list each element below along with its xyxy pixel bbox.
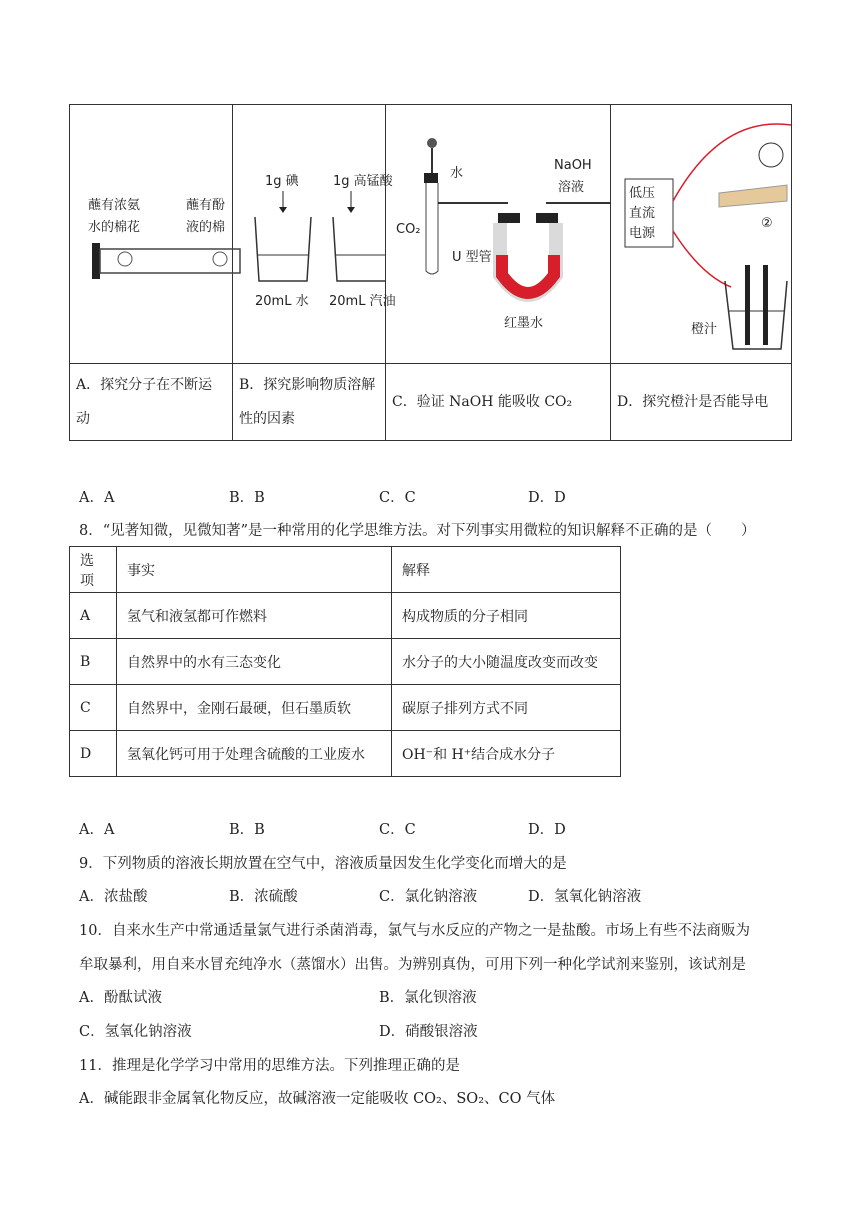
fig-c-label-2: NaOH (554, 158, 592, 173)
q7-option-a[interactable]: A．A (79, 490, 115, 506)
fig-d-label-2: 直流 (629, 206, 656, 221)
q10-option-a[interactable]: A．酚酞试液 (79, 990, 162, 1006)
q8-option-a[interactable]: A．A (79, 822, 115, 838)
fig-d-label-5: 橙汁 (691, 322, 718, 337)
q8-row-c-fact: 自然界中，金刚石最硬，但石墨质软 (117, 685, 392, 731)
caption-a: A．探究分子在不断运动 (70, 364, 233, 441)
fig-c-label-4: CO₂ (396, 222, 421, 237)
fig-a-label-3: 蘸有酚 (186, 198, 226, 213)
figure-d-conductivity-circuit (611, 105, 791, 363)
fig-a-label-4: 液的棉 (186, 220, 226, 235)
q8-header-fact: 事实 (117, 547, 392, 593)
q8-option-d[interactable]: D．D (528, 822, 566, 838)
figure-d-cell (611, 105, 792, 364)
q9-option-a[interactable]: A．浓盐酸 (79, 889, 148, 905)
q8-row-a-fact: 氢气和液氢都可作燃料 (117, 593, 392, 639)
q9-option-b[interactable]: B．浓硫酸 (229, 889, 298, 905)
fig-d-label-4: ② (761, 216, 773, 231)
fig-b-label-4: 20mL 汽油 (329, 294, 396, 309)
caption-b: B．探究影响物质溶解性的因素 (233, 364, 386, 441)
q10-stem-line-1: 10．自来水生产中常通适量氯气进行杀菌消毒，氯气与水反应的产物之一是盐酸。市场上有些不法商贩为 (79, 923, 750, 939)
q8-row-c-option: C (70, 685, 117, 731)
caption-c: C．验证 NaOH 能吸收 CO₂ (386, 364, 611, 441)
fig-a-label-2: 水的棉花 (88, 220, 141, 235)
q8-table (69, 546, 621, 777)
fig-d-label-3: 电源 (629, 226, 656, 241)
q11-stem: 11．推理是化学学习中常用的思维方法。下列推理正确的是 (79, 1058, 460, 1074)
q8-row-b-option: B (70, 639, 117, 685)
experiment-table (69, 104, 792, 441)
figure-c-utube-apparatus (386, 105, 610, 363)
fig-c-label-3: 溶液 (558, 180, 585, 195)
q8-option-c[interactable]: C．C (379, 822, 416, 838)
figure-a-cell (70, 105, 233, 364)
q10-option-d[interactable]: D．硝酸银溶液 (379, 1024, 478, 1040)
q7-option-d[interactable]: D．D (528, 490, 566, 506)
fig-b-label-3: 20mL 水 (255, 294, 309, 309)
q8-stem: 8．“见著知微，见微知著”是一种常用的化学思维方法。对下列事实用微粒的知识解释不正确的是（ ） (79, 523, 756, 539)
q8-row-a-option: A (70, 593, 117, 639)
q8-row-c-explanation: 碳原子排列方式不同 (392, 685, 621, 731)
q9-option-d[interactable]: D．氢氧化钠溶液 (528, 889, 642, 905)
figure-b-cell (233, 105, 396, 364)
figure-a-diffusion-tube (70, 105, 232, 363)
fig-c-label-5: U 型管 (452, 250, 492, 265)
q10-option-c[interactable]: C．氢氧化钠溶液 (79, 1024, 192, 1040)
q10-option-b[interactable]: B．氯化钡溶液 (379, 990, 477, 1006)
q9-stem: 9．下列物质的溶液长期放置在空气中，溶液质量因发生化学变化而增大的是 (79, 856, 567, 872)
q8-option-b[interactable]: B．B (229, 822, 265, 838)
fig-b-label-2: 1g 高锰酸 (333, 174, 393, 189)
caption-d: D．探究橙汁是否能导电 (611, 364, 792, 441)
fig-d-label-1: 低压 (629, 186, 656, 201)
q8-row-d-option: D (70, 731, 117, 777)
fig-c-label-1: 水 (450, 166, 464, 181)
q9-option-c[interactable]: C．氯化钠溶液 (379, 889, 478, 905)
q11-option-a[interactable]: A．碱能跟非金属氧化物反应，故碱溶液一定能吸收 CO₂、SO₂、CO 气体 (79, 1091, 556, 1107)
fig-b-label-1: 1g 碘 (265, 174, 299, 189)
q8-row-d-explanation: OH⁻和 H⁺结合成水分子 (392, 731, 621, 777)
q8-row-a-explanation: 构成物质的分子相同 (392, 593, 621, 639)
q8-row-b-fact: 自然界中的水有三态变化 (117, 639, 392, 685)
q8-header-explanation: 解释 (392, 547, 621, 593)
q10-stem-line-2: 牟取暴利，用自来水冒充纯净水（蒸馏水）出售。为辨别真伪，可用下列一种化学试剂来鉴别，该试剂是 (79, 957, 746, 973)
q8-header-option: 选项 (70, 547, 117, 593)
fig-a-label-1: 蘸有浓氨 (88, 198, 141, 213)
figure-b-solubility-beakers (233, 105, 396, 363)
q7-option-b[interactable]: B．B (229, 490, 265, 506)
q7-option-c[interactable]: C．C (379, 490, 416, 506)
fig-c-label-6: 红墨水 (504, 316, 544, 331)
q8-row-b-explanation: 水分子的大小随温度改变而改变 (392, 639, 621, 685)
q8-row-d-fact: 氢氧化钙可用于处理含硫酸的工业废水 (117, 731, 392, 777)
figure-c-cell (386, 105, 611, 364)
